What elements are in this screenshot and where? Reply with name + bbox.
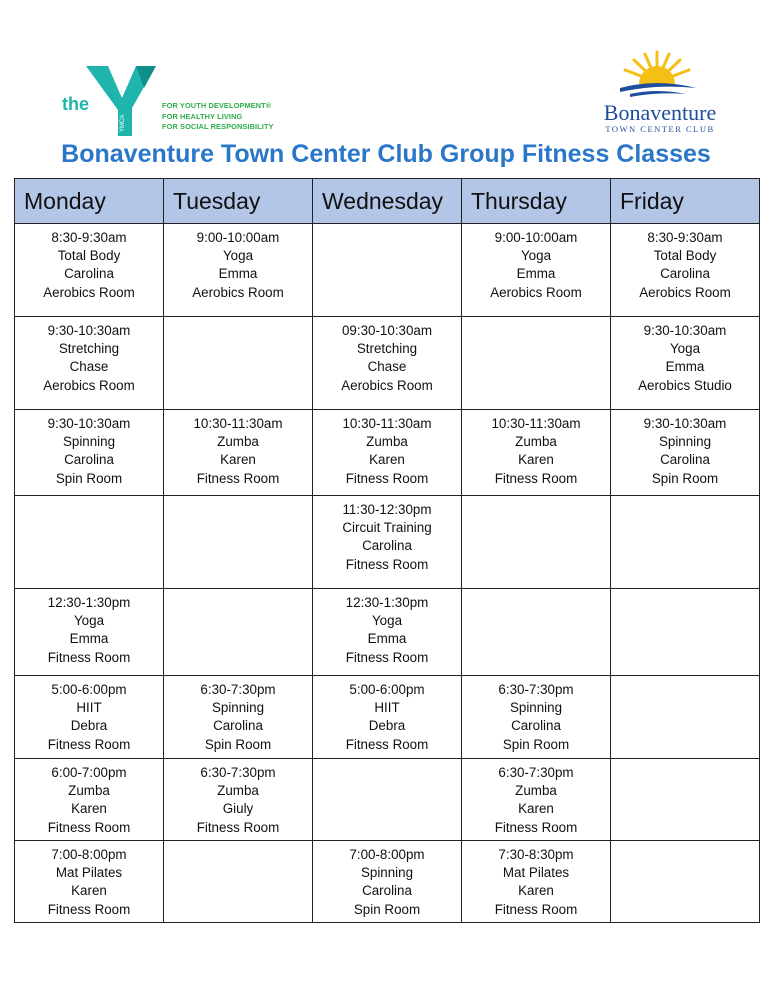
class-time: 8:30-9:30am [51, 230, 127, 245]
class-cell [611, 410, 760, 496]
class-instructor: Chase [367, 359, 407, 375]
ymca-tagline: FOR HEALTHY LIVING [162, 111, 243, 121]
class-instructor: Karen [518, 801, 554, 817]
table-row [15, 759, 760, 841]
class-instructor: Debra [70, 718, 108, 734]
class-name: Stretching [58, 341, 120, 357]
class-room: Fitness Room [196, 819, 280, 835]
class-instructor: Carolina [660, 266, 710, 282]
club-logo-subtitle: TOWN CENTER CLUB [605, 124, 715, 134]
class-room: Aerobics Room [639, 284, 731, 300]
class-time: 6:00-7:00pm [51, 765, 127, 780]
class-time: 9:00-10:00am [196, 230, 280, 245]
empty-cell [313, 759, 462, 841]
class-time: 10:30-11:30am [342, 416, 432, 431]
class-cell [15, 589, 164, 676]
class-cell [462, 841, 611, 923]
empty-cell [462, 317, 611, 410]
class-instructor: Carolina [64, 266, 114, 282]
club-logo [590, 48, 730, 138]
class-instructor: Carolina [213, 718, 263, 734]
ymca-logo [60, 60, 160, 138]
class-time: 9:30-10:30am [643, 323, 727, 338]
class-cell [164, 224, 313, 317]
class-cell [313, 676, 462, 759]
class-room: Fitness Room [47, 736, 131, 752]
day-header-friday: Friday [611, 179, 760, 224]
class-name: Zumba [366, 434, 408, 450]
class-instructor: Emma [218, 266, 258, 282]
empty-cell [15, 496, 164, 589]
class-cell [462, 224, 611, 317]
class-cell [313, 496, 462, 589]
class-room: Aerobics Room [43, 377, 135, 393]
class-room: Fitness Room [47, 901, 131, 917]
empty-cell [611, 759, 760, 841]
class-cell [313, 841, 462, 923]
class-time: 12:30-1:30pm [47, 595, 131, 610]
class-instructor: Karen [518, 883, 554, 899]
day-header-wednesday: Wednesday [313, 179, 462, 224]
class-name: Zumba [217, 783, 259, 799]
class-time: 9:30-10:30am [47, 323, 131, 338]
class-cell [462, 759, 611, 841]
class-room: Spin Room [502, 736, 570, 752]
class-cell [611, 224, 760, 317]
table-row [15, 589, 760, 676]
class-instructor: Emma [665, 359, 705, 375]
class-cell [462, 410, 611, 496]
class-instructor: Giuly [222, 801, 254, 817]
ymca-tagline: FOR SOCIAL RESPONSIBILITY [162, 122, 274, 131]
page-title: Bonaventure Town Center Club Group Fitness Classes [61, 140, 711, 168]
class-name: Zumba [68, 783, 110, 799]
class-room: Spin Room [651, 470, 719, 486]
class-room: Aerobics Studio [638, 377, 732, 393]
table-row [15, 317, 760, 410]
class-name: Mat Pilates [502, 865, 570, 881]
class-room: Fitness Room [345, 736, 429, 752]
class-name: Zumba [217, 434, 259, 450]
class-instructor: Karen [71, 801, 107, 817]
class-instructor: Karen [518, 452, 554, 468]
class-time: 6:30-7:30pm [200, 765, 276, 780]
empty-cell [611, 676, 760, 759]
sun-icon [612, 48, 702, 98]
empty-cell [313, 224, 462, 317]
class-name: Yoga [520, 248, 552, 264]
class-time: 6:30-7:30pm [200, 682, 276, 697]
class-time: 6:30-7:30pm [498, 682, 574, 697]
class-room: Spin Room [55, 470, 123, 486]
ymca-logo-vertical: YMCA [120, 114, 126, 132]
class-time: 09:30-10:30am [341, 323, 433, 338]
class-instructor: Chase [69, 359, 109, 375]
class-name: Zumba [515, 434, 557, 450]
class-instructor: Carolina [511, 718, 561, 734]
class-name: Spinning [509, 700, 563, 716]
class-name: Spinning [211, 700, 265, 716]
class-name: Zumba [515, 783, 557, 799]
class-time: 7:30-8:30pm [498, 847, 574, 862]
class-cell [15, 224, 164, 317]
class-time: 9:00-10:00am [494, 230, 578, 245]
class-time: 12:30-1:30pm [345, 595, 429, 610]
class-cell [15, 317, 164, 410]
class-name: Yoga [669, 341, 701, 357]
class-name: Spinning [658, 434, 712, 450]
class-cell [15, 841, 164, 923]
club-logo-name: Bonaventure [603, 100, 717, 125]
class-name: Total Body [653, 248, 717, 264]
class-instructor: Debra [368, 718, 406, 734]
class-name: Spinning [360, 865, 414, 881]
class-room: Spin Room [204, 736, 272, 752]
class-name: Spinning [62, 434, 116, 450]
empty-cell [164, 841, 313, 923]
class-instructor: Carolina [362, 883, 412, 899]
class-instructor: Karen [220, 452, 256, 468]
class-name: HIIT [76, 700, 102, 716]
day-header-row [15, 179, 760, 224]
class-room: Fitness Room [494, 819, 578, 835]
class-room: Fitness Room [345, 470, 429, 486]
schedule-table [14, 178, 760, 923]
class-time: 5:00-6:00pm [51, 682, 127, 697]
class-cell [15, 410, 164, 496]
class-time: 9:30-10:30am [47, 416, 131, 431]
day-header-monday: Monday [15, 179, 164, 224]
class-cell [611, 317, 760, 410]
table-row [15, 224, 760, 317]
table-row [15, 410, 760, 496]
table-row [15, 676, 760, 759]
class-time: 8:30-9:30am [647, 230, 723, 245]
table-row [15, 496, 760, 589]
class-cell [313, 589, 462, 676]
class-room: Aerobics Room [43, 284, 135, 300]
class-time: 5:00-6:00pm [349, 682, 425, 697]
class-cell [164, 410, 313, 496]
class-cell [313, 317, 462, 410]
schedule-body [15, 224, 760, 923]
class-cell [462, 676, 611, 759]
class-cell [164, 759, 313, 841]
class-room: Spin Room [353, 901, 421, 917]
class-instructor: Karen [71, 883, 107, 899]
class-instructor: Carolina [64, 452, 114, 468]
ymca-logo-text: the [62, 94, 89, 114]
class-time: 9:30-10:30am [643, 416, 727, 431]
class-instructor: Carolina [362, 538, 412, 554]
class-room: Aerobics Room [341, 377, 433, 393]
ymca-tagline: FOR YOUTH DEVELOPMENT® [162, 101, 272, 110]
class-time: 6:30-7:30pm [498, 765, 574, 780]
empty-cell [611, 589, 760, 676]
class-name: Circuit Training [342, 520, 432, 536]
class-time: 10:30-11:30am [491, 416, 581, 431]
class-time: 10:30-11:30am [193, 416, 283, 431]
day-header-thursday: Thursday [462, 179, 611, 224]
table-row [15, 841, 760, 923]
class-room: Fitness Room [345, 649, 429, 665]
class-name: Yoga [73, 613, 105, 629]
class-instructor: Carolina [660, 452, 710, 468]
day-header-tuesday: Tuesday [164, 179, 313, 224]
empty-cell [164, 589, 313, 676]
class-name: Yoga [222, 248, 254, 264]
class-cell [313, 410, 462, 496]
class-name: Total Body [57, 248, 121, 264]
class-time: 11:30-12:30pm [342, 502, 432, 517]
class-time: 7:00-8:00pm [349, 847, 425, 862]
class-name: Yoga [371, 613, 403, 629]
empty-cell [611, 841, 760, 923]
class-room: Fitness Room [345, 556, 429, 572]
class-room: Fitness Room [494, 470, 578, 486]
class-room: Aerobics Room [192, 284, 284, 300]
class-room: Fitness Room [494, 901, 578, 917]
class-room: Aerobics Room [490, 284, 582, 300]
page-header [0, 0, 772, 178]
empty-cell [164, 317, 313, 410]
class-cell [15, 676, 164, 759]
class-room: Fitness Room [47, 649, 131, 665]
class-name: Mat Pilates [55, 865, 123, 881]
empty-cell [611, 496, 760, 589]
class-room: Fitness Room [47, 819, 131, 835]
class-name: Stretching [356, 341, 418, 357]
class-cell [15, 759, 164, 841]
class-name: HIIT [374, 700, 400, 716]
class-room: Fitness Room [196, 470, 280, 486]
empty-cell [462, 589, 611, 676]
class-instructor: Karen [369, 452, 405, 468]
class-instructor: Emma [69, 631, 109, 647]
empty-cell [164, 496, 313, 589]
class-instructor: Emma [367, 631, 407, 647]
class-time: 7:00-8:00pm [51, 847, 127, 862]
class-cell [164, 676, 313, 759]
class-instructor: Emma [516, 266, 556, 282]
empty-cell [462, 496, 611, 589]
ymca-taglines [162, 101, 274, 133]
